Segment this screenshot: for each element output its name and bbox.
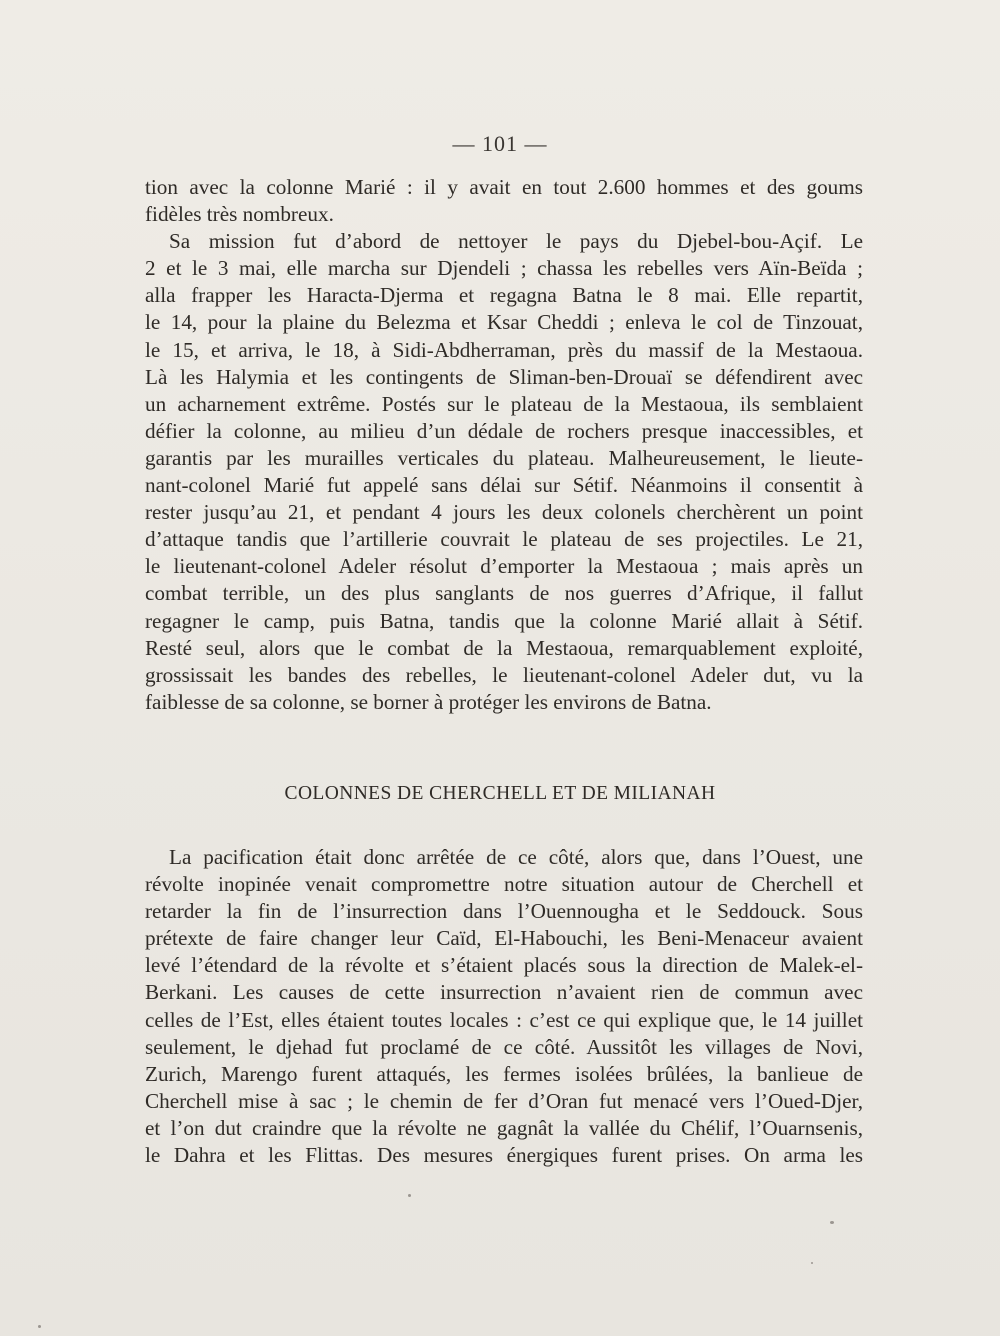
text-line: 2 et le 3 mai, elle marcha sur Djendeli ; chassa les rebelles vers Aïn-Beïda ; bbox=[145, 256, 863, 281]
page-number: — 101 — bbox=[452, 131, 548, 156]
text-line: tion avec la colonne Marié : il y avait en tout 2.600 hommes et des goums bbox=[145, 175, 863, 199]
paragraph-block-2 bbox=[145, 844, 863, 1169]
text-line: défier la colonne, au milieu d’un dédale de rochers presque inaccessibles, et bbox=[145, 418, 863, 443]
text-line: alla frapper les Haracta-Djerma et regagna Batna le 8 mai. Elle repartit, bbox=[145, 283, 863, 308]
text-line: seulement, le djehad fut proclamé de ce côté. Aussitôt les villages de Novi, bbox=[145, 1034, 863, 1059]
text-line: Là les Halymia et les contingents de Sliman-ben-Drouaï se défendirent avec bbox=[145, 364, 863, 389]
text-line: fidèles très nombreux. bbox=[145, 202, 334, 227]
text-line: et l’on dut craindre que la révolte ne gagnât la vallée du Chélif, l’Ouarnsenis, bbox=[145, 1115, 863, 1140]
text-line: révolte inopinée venait compromettre notre situation autour de Cherchell et bbox=[145, 872, 863, 897]
text-line: prétexte de faire changer leur Caïd, El-Habouchi, les Beni-Menaceur avaient bbox=[145, 926, 863, 951]
paragraph-block-1 bbox=[145, 174, 863, 716]
text-line: Berkani. Les causes de cette insurrection n’avaient rien de commun avec bbox=[145, 980, 863, 1005]
text-line: La pacification était donc arrêtée de ce côté, alors que, dans l’Ouest, une bbox=[169, 845, 863, 869]
text-line: le Dahra et les Flittas. Des mesures énergiques furent prises. On arma les bbox=[145, 1143, 863, 1168]
text-line: garantis par les murailles verticales du plateau. Malheureusement, le lieute- bbox=[145, 445, 863, 470]
text-line: celles de l’Est, elles étaient toutes locales : c’est ce qui explique que, le 14 juillet bbox=[145, 1007, 863, 1032]
paper-speck bbox=[38, 1325, 41, 1328]
text-line: Resté seul, alors que le combat de la Mestaoua, remarquablement exploité, bbox=[145, 635, 863, 660]
text-line: le lieutenant-colonel Adeler résolut d’emporter la Mestaoua ; mais après un bbox=[145, 554, 863, 579]
text-line: combat terrible, un des plus sanglants de nos guerres d’Afrique, il fallut bbox=[145, 581, 863, 606]
text-line: grossissait les bandes des rebelles, le lieutenant-colonel Adeler dut, vu la bbox=[145, 662, 863, 687]
text-line: le 15, et arriva, le 18, à Sidi-Abdherraman, près du massif de la Mestaoua. bbox=[145, 337, 863, 362]
text-line: le 14, pour la plaine du Belezma et Ksar Cheddi ; enleva le col de Tinzouat, bbox=[145, 310, 863, 335]
text-line: retarder la fin de l’insurrection dans l’Ouennougha et le Seddouck. Sous bbox=[145, 899, 863, 924]
text-line: faiblesse de sa colonne, se borner à protéger les environs de Batna. bbox=[145, 689, 712, 714]
text-line: regagner le camp, puis Batna, tandis que la colonne Marié allait à Sétif. bbox=[145, 608, 863, 633]
text-line: levé l’étendard de la révolte et s’étaient placés sous la direction de Malek-el- bbox=[145, 953, 863, 978]
text-line: d’attaque tandis que l’artillerie couvrait le plateau de ses projectiles. Le 21, bbox=[145, 527, 863, 552]
text-line: Zurich, Marengo furent attaqués, les fermes isolées brûlées, la banlieue de bbox=[145, 1061, 863, 1086]
text-line: nant-colonel Marié fut appelé sans délai sur Sétif. Néanmoins il consentit à bbox=[145, 473, 863, 498]
text-line: Cherchell mise à sac ; le chemin de fer d’Oran fut menacé vers l’Oued-Djer, bbox=[145, 1088, 863, 1113]
section-title: COLONNES DE CHERCHELL ET DE MILIANAH bbox=[284, 783, 716, 804]
text-line: un acharnement extrême. Postés sur le plateau de la Mestaoua, ils semblaient bbox=[145, 391, 863, 416]
paper-speck bbox=[811, 1262, 813, 1264]
paper-speck bbox=[830, 1221, 834, 1224]
paper-speck bbox=[408, 1194, 411, 1197]
text-line: rester jusqu’au 21, et pendant 4 jours les deux colonels cherchèrent un point bbox=[145, 500, 863, 525]
text-line: Sa mission fut d’abord de nettoyer le pays du Djebel-bou-Açif. Le bbox=[169, 229, 863, 254]
